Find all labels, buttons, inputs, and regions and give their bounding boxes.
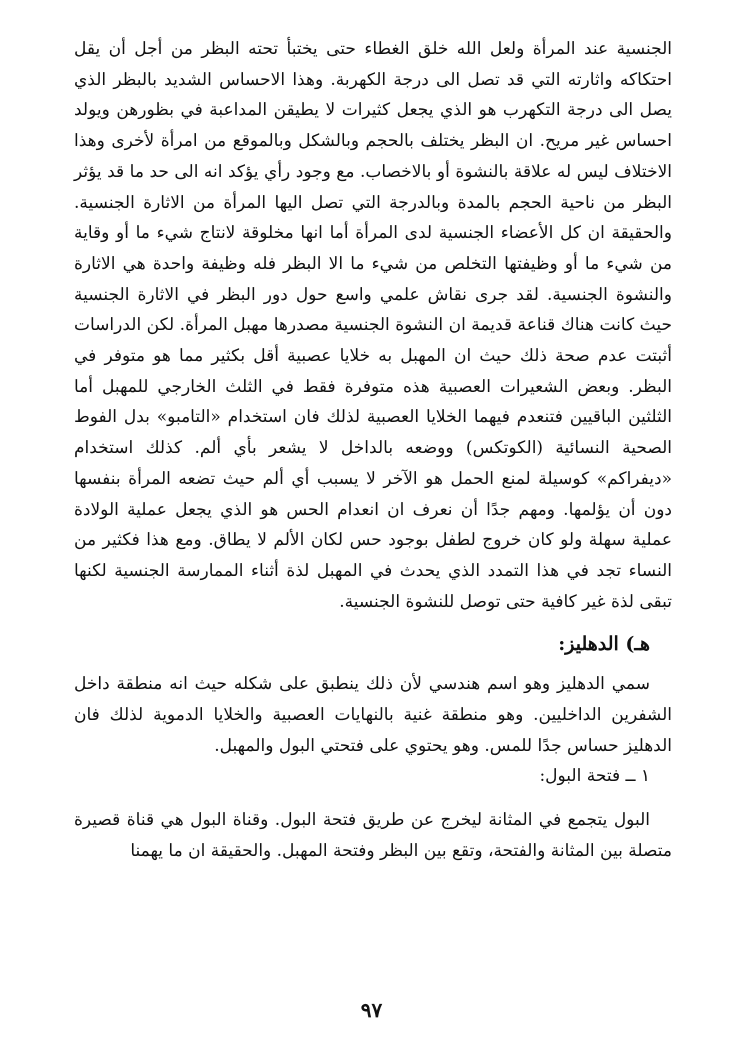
vestibule-paragraph: سمي الدهليز وهو اسم هندسي لأن ذلك ينطبق على شكله حيث انه منطقة داخل الشفرين الداخليين. وهو منطقة غنية بالنهايات العصبية والخلايا الدموية لذلك فان الدهليز حساس جدًا للمس. وهو يحتوي على فتحتي البول والمهبل. — [74, 674, 672, 756]
section-heading-vestibule: هـ) الدهليز: — [558, 633, 650, 656]
page-number: ٩٧ — [360, 998, 383, 1022]
page-body — [74, 34, 672, 867]
subsection-heading-urethral-opening: ١ ــ فتحة البول: — [539, 766, 650, 787]
body-paragraph: الجنسية عند المرأة ولعل الله خلق الغطاء حتى يختبأ تحته البظر من أجل أن يقل احتكاكه واثارته التي قد تصل الى درجة الكهربة. وهذا الاحساس الشديد بالبظر الذي يصل الى درجة التكهرب هو الذي يجعل كثيرات لا يطيقن المداعبة في بظورهن ويولد احساس غير مريح. ان البظر يختلف بالحجم وبالشكل وبالموقع من امرأة لأخرى وهذا الاختلاف ليس له علاقة بالنشوة أو بالاخصاب. مع وجود رأي يؤكد انه الى حد ما قد يؤثر البظر من ناحية الحجم بالمدة وبالدرجة التي تصل اليها المرأة من الاثارة الجنسية. والحقيقة ان كل الأعضاء الجنسية لدى المرأة أما انها مخلوقة لانتاج شيء ما أو وقاية من شيء ما أو وظيفتها التخلص من شيء ما الا البظر فله وظيفة واحدة هي الاثارة والنشوة الجنسية. لقد جرى نقاش علمي واسع حول دور البظر في الاثارة الجنسية حيث كانت هناك قناعة قديمة ان النشوة الجنسية مصدرها مهبل المرأة. لكن الدراسات أثبتت عدم صحة ذلك حيث ان المهبل به خلايا عصبية أقل بكثير مما هو متوفر في البظر. وبعض الشعيرات العصبية هذه متوفرة فقط في الثلث الخارجي للمهبل أما الثلثين الباقيين فتنعدم فيهما الخلايا العصبية لذلك فان استخدام «التامبو» بدل الفوط الصحية النسائية (الكوتكس) ووضعه بالداخل لا يشعر بأي ألم. كذلك استخدام «ديفراكم» كوسيلة لمنع الحمل هو الآخر لا يسبب أي ألم حيث تضعه المرأة بنفسها دون أن يؤلمها. ومهم جدًا أن نعرف ان انعدام الحس هو الذي يجعل عملية الولادة عملية سهلة ولو كان خروج لطفل بوجود حس لكان الألم لا يطاق. ومع هذا فكثير من النساء تجد في هذا التمدد الذي يحدث في المهبل لذة أثناء الممارسة الجنسية لكنها تبقى لذة غير كافية حتى توصل للنشوة الجنسية. — [74, 39, 672, 612]
urethra-paragraph: البول يتجمع في المثانة ليخرج عن طريق فتحة البول. وقناة البول هي قناة قصيرة متصلة بين المثانة والفتحة، وتقع بين البظر وفتحة المهبل. والحقيقة ان ما يهمنا — [74, 810, 672, 862]
